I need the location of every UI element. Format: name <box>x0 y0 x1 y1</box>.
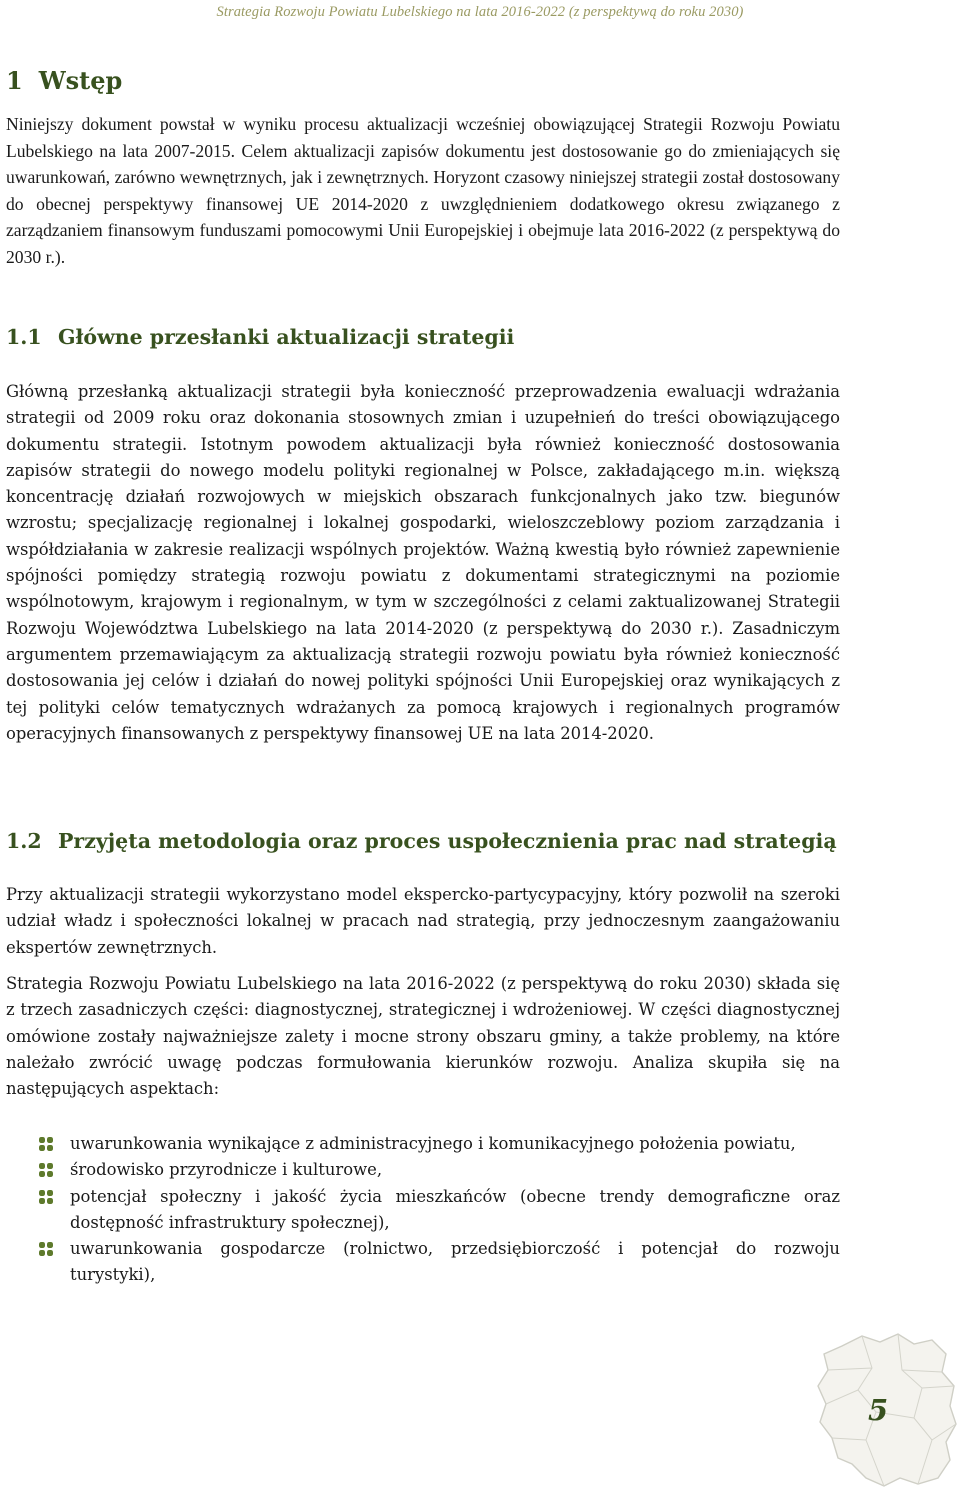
four-leaf-bullet-icon <box>39 1163 53 1177</box>
aspects-list <box>6 1131 840 1289</box>
list-item-text: potencjał społeczny i jakość życia mieszkańców (obecne trendy demograficzne oraz dostępność infrastruktury społecznej), <box>70 1186 840 1232</box>
list-item <box>6 1131 840 1157</box>
section-number: 1.2 <box>6 829 42 853</box>
section-title: Przyjęta metodologia oraz proces uspołecznienia prac nad strategią <box>58 829 837 853</box>
list-item-text: uwarunkowania gospodarcze (rolnictwo, przedsiębiorczość i potencjał do rozwoju turystyki), <box>70 1239 840 1285</box>
section-1-heading <box>6 66 122 95</box>
section-title: Wstęp <box>38 66 123 95</box>
four-leaf-bullet-icon <box>39 1242 53 1256</box>
list-item <box>6 1184 840 1237</box>
four-leaf-bullet-icon <box>39 1190 53 1204</box>
intro-paragraph: Niniejszy dokument powstał w wyniku procesu aktualizacji wcześniej obowiązującej Strategii Rozwoju Powiatu Lubelskiego na lata 2007-2015. Celem aktualizacji zapisów dokumentu jest dostosowanie go do zmieniających się uwarunkowań, zarówno wewnętrznych, jak i zewnętrznych. Horyzont czasowy niniejszej strategii został dostosowany do obecnej perspektywy finansowej UE 2014-2020 z uwzględnieniem dodatkowego okresu związanego z zarządzaniem finansowym funduszami pomocowymi Unii Europejskiej i obejmuje lata 2016-2022 (z perspektywą do 2030 r.). <box>6 114 840 267</box>
running-header: Strategia Rozwoju Powiatu Lubelskiego na lata 2016-2022 (z perspektywą do roku 2030) <box>216 4 744 20</box>
section-number: 1.1 <box>6 325 42 349</box>
section-1-2-heading <box>6 829 837 853</box>
section-number: 1 <box>6 66 23 95</box>
list-item <box>6 1236 840 1289</box>
list-item-text: uwarunkowania wynikające z administracyjnego i komunikacyjnego położenia powiatu, <box>70 1134 796 1153</box>
list-item-text: środowisko przyrodnicze i kulturowe, <box>70 1160 383 1180</box>
section-1-1-heading <box>6 325 514 349</box>
four-leaf-bullet-icon <box>39 1137 53 1151</box>
structure-paragraph: Strategia Rozwoju Powiatu Lubelskiego na lata 2016-2022 (z perspektywą do roku 2030) składa się z trzech zasadniczych części: diagnostycznej, strategicznej i wdrożeniowej. W części diagnostycznej omówione zostały najważniejsze zalety i mocne strony obszaru gminy, a także problemy, na które należało zwrócić uwagę podczas formułowania kierunków rozwoju. Analiza skupiła się na następujących aspektach: <box>6 974 840 1099</box>
methodology-paragraph: Przy aktualizacji strategii wykorzystano model ekspercko-partycypacyjny, który pozwolił na szeroki udział władz i społeczności lokalnej w pracach nad strategią, przy jednoczesnym zaangażowaniu ekspertów zewnętrznych. <box>6 885 840 957</box>
page-number: 5 <box>868 1393 889 1427</box>
section-title: Główne przesłanki aktualizacji strategii <box>58 325 515 349</box>
list-item <box>6 1157 840 1183</box>
section-1-1-paragraph: Główną przesłanką aktualizacji strategii była konieczność przeprowadzenia ewaluacji wdrażania strategii od 2009 roku oraz dokonania stosownych zmian i uzupełnień do treści obowiązującego dokumentu strategii. Istotnym powodem aktualizacji była również konieczność dostosowania zapisów strategii do nowego modelu polityki regionalnej w Polsce, zakładającego m.in. większą koncentrację działań rozwojowych w miejskich obszarach funkcjonalnych jako tzw. biegunów wzrostu; specjalizację regionalnej i lokalnej gospodarki, wieloszczeblowy poziom zarządzania i współdziałania w zakresie realizacji wspólnych projektów. Ważną kwestią było również zapewnienie spójności pomiędzy strategią rozwoju powiatu z dokumentami strategicznymi na poziomie wspólnotowym, krajowym i regionalnym, w tym w szczególności z celami zaktualizowanej Strategii Rozwoju Województwa Lubelskiego na lata 2014-2020 (z perspektywą do 2030 r.). Zasadniczym argumentem przemawiającym za aktualizacją strategii rozwoju powiatu była również konieczność dostosowania jej celów i działań do nowej polityki spójności Unii Europejskiej oraz wynikających z tej polityki celów tematycznych wdrażanych za pomocą krajowych i regionalnych programów operacyjnych finansowanych z perspektywy finansowej UE na lata 2014-2020. <box>6 382 840 743</box>
